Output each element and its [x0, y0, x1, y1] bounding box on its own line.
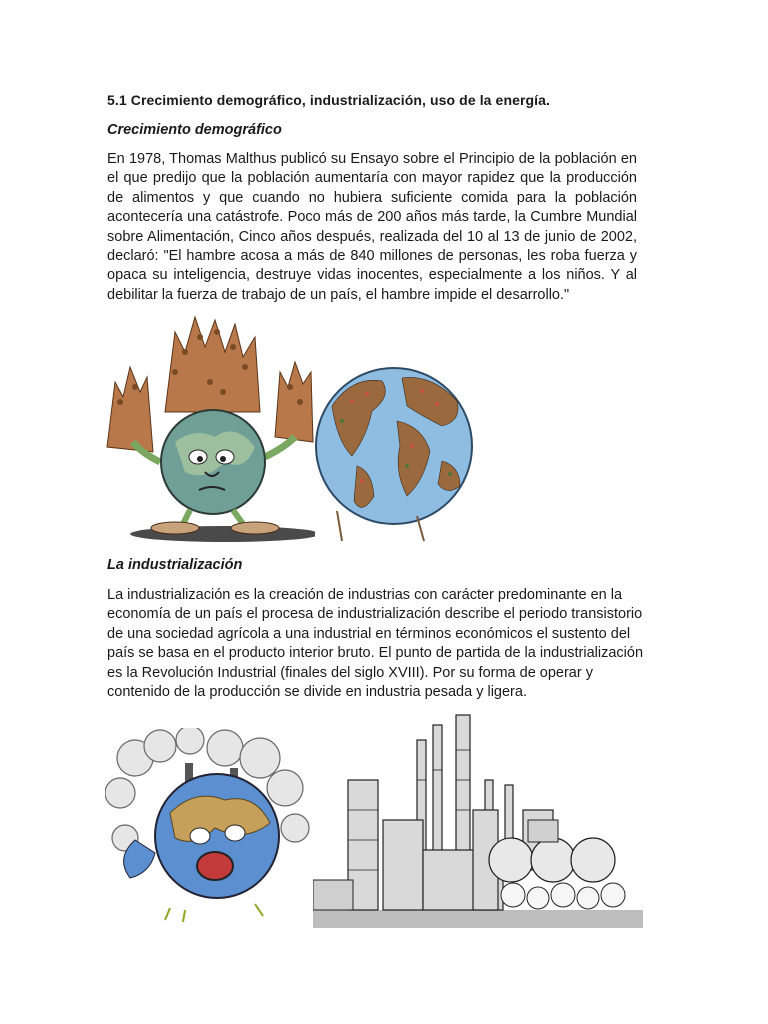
- industrialization-paragraph: [107, 586, 647, 702]
- people-globe: [312, 366, 477, 546]
- crowded-earth-cartoon: [105, 312, 315, 547]
- factory-illustration: [313, 710, 643, 928]
- industrialization-heading: La industrialización: [107, 557, 243, 573]
- section-title: 5.1 Crecimiento demográfico, industrialización, uso de la energía.: [107, 92, 551, 108]
- polluted-earth-cartoon: [105, 728, 315, 924]
- growth-paragraph: [107, 150, 637, 305]
- growth-body: En 1978, Thomas Malthus publicó su Ensayo sobre el Principio de la población en el que predijo que la población aumentaría con mayor rapidez que la producción de alimentos y que cuando no hubiera suficiente comida para la población acontecería una catástrofe. Poco más de 200 años más tarde, la Cumbre Mundial sobre Alimentación, Cinco años después, realizada del 10 al 13 de junio de 2002, declaró: "El hambre acosa a más de 840 millones de personas, les roba fuerza y opaca su inteligencia, destruye vidas inocentes, especialmente a los niños. Y al debilitar la fuerza de trabajo de un país, el hambre impide el desarrollo.": [107, 151, 637, 303]
- growth-heading: Crecimiento demográfico: [107, 122, 282, 138]
- industrialization-body: La industrialización es la creación de industrias con carácter predominante en la economía de un país el procesa de industrialización describe el periodo transistorio de una sociedad agrícola a una industrial en términos económicos el sustento del país se basa en el producto interior bruto. El punto de partida de la industrialización es la Revolución Industrial (finales del siglo XVIII). Por su forma de operar y contenido de la producción se divide en industria pesada y ligera.: [107, 587, 644, 701]
